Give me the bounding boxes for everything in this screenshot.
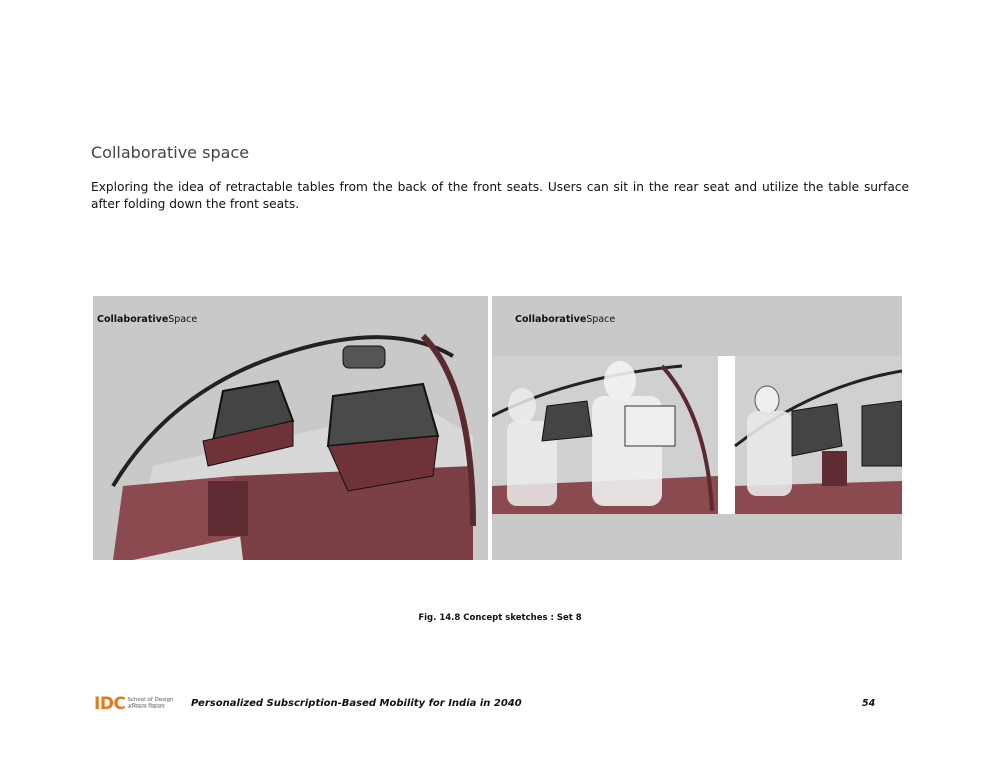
- figure-caption: Fig. 14.8 Concept sketches : Set 8: [418, 613, 582, 623]
- logo-subtitle: School of Design अभिकल्प विद्यालय: [127, 697, 174, 710]
- logo-main: IDC: [94, 694, 126, 714]
- interior-sketch-right: [492, 296, 902, 560]
- interior-sketch-left: [93, 296, 488, 560]
- section-heading: Collaborative space: [91, 143, 250, 162]
- idc-logo: [94, 694, 173, 714]
- page-number: 54: [862, 698, 876, 709]
- panel-label-right: CollaborativeSpace: [515, 314, 616, 325]
- section-body: Exploring the idea of retractable tables from the back of the front seats. Users can sit in the rear seat and utilize the table surface after folding down the front seats.: [91, 180, 909, 211]
- panel-label-left: CollaborativeSpace: [97, 314, 198, 325]
- footer-title: Personalized Subscription-Based Mobility for India in 2040: [191, 698, 522, 709]
- sketch-panel-right: [492, 296, 902, 560]
- sketch-panel-left: [93, 296, 488, 560]
